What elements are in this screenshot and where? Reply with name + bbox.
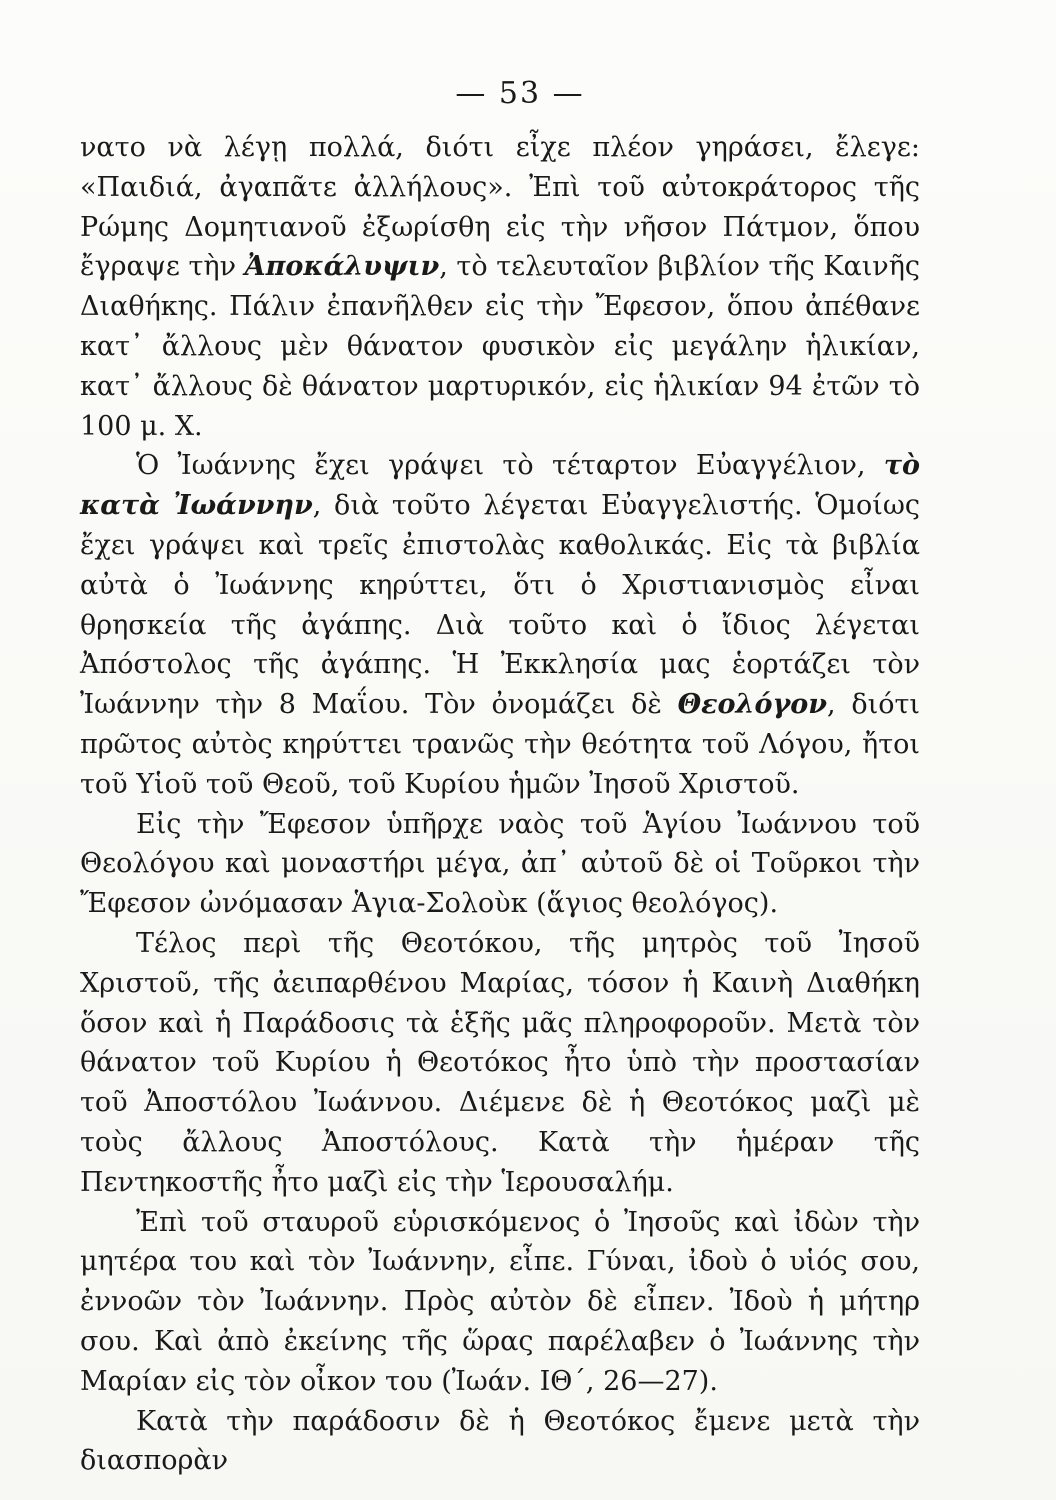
paragraph (80, 446, 920, 804)
emphasized-term: Ἀποκάλυψιν (244, 251, 440, 283)
text-run: νατο νὰ λέγῃ πολλά, διότι εἶχε πλέον γηράσει, ἔλεγε: «Παιδιά, ἀγαπᾶτε ἀλλήλους». Ἐπὶ τοῦ αὐτοκράτορος τῆς Ρώμης Δομητιανοῦ ἐξωρίσθη εἰς τὴν νῆσον Πάτμον, ὅπου ἔγραψε τὴν (80, 132, 920, 283)
text-run: Ὁ Ἰωάννης ἔχει γράψει τὸ τέταρτον Εὐαγγέλιον, (136, 450, 884, 482)
emphasized-term: τὸ κατὰ Ἰωάννην (80, 450, 920, 522)
text-run: Εἰς τὴν Ἔφεσον ὑπῆρχε ναὸς τοῦ Ἁγίου Ἰωάννου τοῦ Θεολόγου καὶ μοναστήρι μέγα, ἀπ᾽ αὐτοῦ δὲ οἱ Τοῦρκοι τὴν Ἔφεσον ὠνόμασαν Ἁγια-Σολοὺκ (ἅγιος θεολόγος). (80, 808, 920, 920)
text-run: Τέλος περὶ τῆς Θεοτόκου, τῆς μητρὸς τοῦ Ἰησοῦ Χριστοῦ, τῆς ἀειπαρθένου Μαρίας, τόσον ἡ Καινὴ Διαθήκη ὅσον καὶ ἡ Παράδοσις τὰ ἑξῆς μᾶς πληροφοροῦν. Μετὰ τὸν θάνατον τοῦ Κυρίου ἡ Θεοτόκος ἦτο ὑπὸ τὴν προστασίαν τοῦ Ἀποστόλου Ἰωάννου. Διέμενε δὲ ἡ Θεοτόκος μαζὶ μὲ τοὺς ἄλλους Ἀποστόλους. Κατὰ τὴν ἡμέραν τῆς Πεντηκοστῆς ἦτο μαζὶ εἰς τὴν Ἱερουσαλήμ. (80, 927, 920, 1198)
paragraph (80, 1203, 920, 1402)
emphasized-term: Θεολόγον (677, 689, 828, 721)
text-run: , τὸ τελευταῖον βιβλίον τῆς Καινῆς Διαθήκης. Πάλιν ἐπανῆλθεν εἰς τὴν Ἔφεσον, ὅπου ἀπέθανε κατ᾽ ἄλλους μὲν θάνατον φυσικὸν εἰς μεγάλην ἡλικίαν, κατ᾽ ἄλλους δὲ θάνατον μαρτυρικόν, εἰς ἡλικίαν 94 ἐτῶν τὸ 100 μ. Χ. (80, 251, 920, 442)
paragraph (80, 128, 920, 446)
paragraph (80, 924, 920, 1203)
text-run: , διὰ τοῦτο λέγεται Εὐαγγελιστής. Ὁμοίως ἔχει γράψει καὶ τρεῖς ἐπιστολὰς καθολικάς. Εἰς τὰ βιβλία αὐτὰ ὁ Ἰωάννης κηρύττει, ὅτι ὁ Χριστιανισμὸς εἶναι θρησκεία τῆς ἀγάπης. Διὰ τοῦτο καὶ ὁ ἴδιος λέγεται Ἀπόστολος τῆς ἀγάπης. Ἡ Ἐκκλησία μας ἑορτάζει τὸν Ἰωάννην τὴν 8 Μαΐου. Τὸν ὀνομάζει δὲ (80, 490, 920, 721)
body-text (80, 128, 920, 1481)
text-run: Κατὰ τὴν παράδοσιν δὲ ἡ Θεοτόκος ἔμενε μετὰ τὴν διασπορὰν (80, 1405, 920, 1477)
text-run: , διότι πρῶτος αὐτὸς κηρύττει τρανῶς τὴν θεότητα τοῦ Λόγου, ἤτοι τοῦ Υἱοῦ τοῦ Θεοῦ, τοῦ Κυρίου ἡμῶν Ἰησοῦ Χριστοῦ. (80, 689, 920, 800)
paragraph (80, 805, 920, 924)
paragraph (80, 1402, 920, 1482)
text-run: Ἐπὶ τοῦ σταυροῦ εὑρισκόμενος ὁ Ἰησοῦς καὶ ἰδὼν τὴν μητέρα του καὶ τὸν Ἰωάννην, εἶπε. Γύναι, ἰδοὺ ὁ υἱός σου, ἐννοῶν τὸν Ἰωάννην. Πρὸς αὐτὸν δὲ εἶπεν. Ἰδοὺ ἡ μήτηρ σου. Καὶ ἀπὸ ἐκείνης τῆς ὥρας παρέλαβεν ὁ Ἰωάννης τὴν Μαρίαν εἰς τὸν οἶκον του (Ἰωάν. ΙΘ΄, 26—27). (80, 1206, 920, 1397)
page-number: — 53 — (455, 76, 585, 111)
